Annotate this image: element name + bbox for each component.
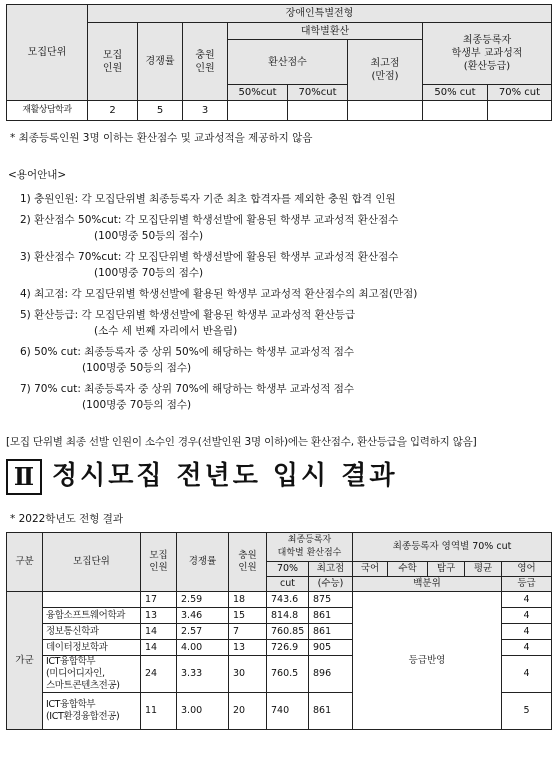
guide-item: 1) 충원인원: 각 모집단위별 최종등록자 기준 최초 합격자를 제외한 충원 합격 인원 — [20, 193, 396, 205]
row-unit: 정보통신학과 — [43, 624, 141, 640]
row-english: 4 — [502, 624, 552, 640]
guide-item: 3) 환산점수 70%cut: 각 모집단위별 학생선발에 활용된 학생부 교과성적 환산점수 (100명중 70등의 점수) — [20, 251, 399, 279]
final-reg-header: 최종등록자 학생부 교과성적 (환산등급) — [423, 23, 552, 85]
row-ratio: 3.46 — [177, 608, 229, 624]
row-max: 875 — [309, 592, 353, 608]
row-reg50 — [423, 101, 488, 121]
cut70-header: 70% — [267, 562, 309, 577]
univ-conv-header: 대학별환산 — [228, 23, 423, 40]
final-score-header: 최종등록자 대학별 환산점수 — [267, 533, 353, 562]
guide-item: 5) 환산등급: 각 모집단위별 학생선발에 활용된 학생부 교과성적 환산등급 (소수 세 번째 자리에서 반올림) — [20, 309, 356, 337]
row-ratio: 4.00 — [177, 640, 229, 656]
guide-item: 7) 70% cut: 최종등록자 중 상위 70%에 해당하는 학생부 교과성적 점수 (100명중 70등의 점수) — [20, 383, 355, 411]
math-header: 수학 — [388, 562, 428, 577]
guide-title: <용어안내> — [8, 169, 67, 181]
row-cut: 740 — [267, 693, 309, 730]
area-cut-header: 최종등록자 영역별 70% cut — [353, 533, 552, 562]
row-max: 861 — [309, 624, 353, 640]
row-cut70 — [288, 101, 348, 121]
row-cut: 726.9 — [267, 640, 309, 656]
cut70-header: 70%cut — [288, 85, 348, 101]
conv-score-header: 환산점수 — [228, 40, 348, 85]
group-header: 장애인특별전형 — [88, 5, 552, 23]
term-guide — [8, 167, 548, 418]
row-max: 905 — [309, 640, 353, 656]
korean-header: 국어 — [353, 562, 388, 577]
row-unit: 융합소프트웨어학과 — [43, 608, 141, 624]
row-reg70 — [488, 101, 552, 121]
row-unit: ICT융합학부 (ICT환경융합전공) — [43, 693, 141, 730]
row-english: 4 — [502, 656, 552, 693]
grade-subheader: 등급 — [502, 577, 552, 592]
div-header: 구분 — [7, 533, 43, 592]
ratio-header: 경쟁률 — [177, 533, 229, 592]
col-ratio-header: 경쟁률 — [138, 23, 183, 101]
note-min-enrollment: * 최종등록인원 3명 이하는 환산점수 및 교과성적을 제공하지 않음 — [10, 132, 313, 144]
cut50b-header: 50% cut — [423, 85, 488, 101]
row-extra: 13 — [229, 640, 267, 656]
row-max: 896 — [309, 656, 353, 693]
row-quota: 14 — [141, 640, 177, 656]
row-english: 4 — [502, 640, 552, 656]
table-row — [7, 592, 552, 608]
row-quota: 17 — [141, 592, 177, 608]
col-extra-header: 충원 인원 — [183, 23, 228, 101]
row-extra: 3 — [183, 101, 228, 121]
row-unit — [43, 592, 141, 608]
unit-header: 모집단위 — [43, 533, 141, 592]
row-quota: 13 — [141, 608, 177, 624]
group-label: 가군 — [7, 592, 43, 730]
row-quota: 2 — [88, 101, 138, 121]
row-ratio: 2.57 — [177, 624, 229, 640]
col-unit-header: 모집단위 — [7, 5, 88, 101]
cut-subheader: cut — [267, 577, 309, 592]
row-extra: 30 — [229, 656, 267, 693]
row-ratio: 3.33 — [177, 656, 229, 693]
row-cut: 760.85 — [267, 624, 309, 640]
row-unit: ICT융합학부 (미디어디자인, 스마트콘텐츠전공) — [43, 656, 141, 693]
row-extra: 7 — [229, 624, 267, 640]
max-score-header: 최고점 (만점) — [348, 40, 423, 101]
row-extra: 20 — [229, 693, 267, 730]
quota-header: 모집 인원 — [141, 533, 177, 592]
csat-subheader: (수능) — [309, 577, 353, 592]
row-max: 861 — [309, 608, 353, 624]
row-extra: 18 — [229, 592, 267, 608]
row-extra: 15 — [229, 608, 267, 624]
row-ratio: 2.59 — [177, 592, 229, 608]
row-quota: 14 — [141, 624, 177, 640]
section-number: Ⅱ — [6, 459, 42, 495]
row-quota: 24 — [141, 656, 177, 693]
row-english: 4 — [502, 608, 552, 624]
col-quota-header: 모집 인원 — [88, 23, 138, 101]
average-header: 평균 — [465, 562, 502, 577]
row-english: 4 — [502, 592, 552, 608]
guide-item: 4) 최고점: 각 모집단위별 학생선발에 활용된 학생부 교과성적 환산점수의 최고점(만점) — [20, 288, 418, 300]
bracket-note: [모집 단위별 최종 선발 인원이 소수인 경우(선발인원 3명 이하)에는 환산점수, 환산등급을 입력하지 않음] — [6, 436, 477, 448]
table-row — [7, 101, 552, 121]
guide-item: 2) 환산점수 50%cut: 각 모집단위별 학생선발에 활용된 학생부 교과성적 환산점수 (100명중 50등의 점수) — [20, 214, 399, 242]
special-admission-table — [6, 4, 552, 121]
row-ratio: 5 — [138, 101, 183, 121]
year-note: * 2022학년도 전형 결과 — [10, 513, 123, 525]
percentile-subheader: 백분위 — [353, 577, 502, 592]
row-unit: 재활상담학과 — [7, 101, 88, 121]
row-cut: 760.5 — [267, 656, 309, 693]
row-cut50 — [228, 101, 288, 121]
english-header: 영어 — [502, 562, 552, 577]
row-cut: 814.8 — [267, 608, 309, 624]
row-ratio: 3.00 — [177, 693, 229, 730]
row-quota: 11 — [141, 693, 177, 730]
extra-header: 충원 인원 — [229, 533, 267, 592]
row-max: 861 — [309, 693, 353, 730]
inquiry-header: 탐구 — [428, 562, 465, 577]
regular-admission-table — [6, 532, 552, 730]
section-title: 정시모집 전년도 입시 결과 — [52, 461, 398, 491]
cut70b-header: 70% cut — [488, 85, 552, 101]
cut50-header: 50%cut — [228, 85, 288, 101]
row-english: 5 — [502, 693, 552, 730]
max-header: 최고점 — [309, 562, 353, 577]
row-max — [348, 101, 423, 121]
guide-item: 6) 50% cut: 최종등록자 중 상위 50%에 해당하는 학생부 교과성적 점수 (100명중 50등의 점수) — [20, 346, 355, 374]
row-cut: 743.6 — [267, 592, 309, 608]
grade-applied-note: 등급반영 — [353, 592, 502, 730]
row-unit: 데이터정보학과 — [43, 640, 141, 656]
